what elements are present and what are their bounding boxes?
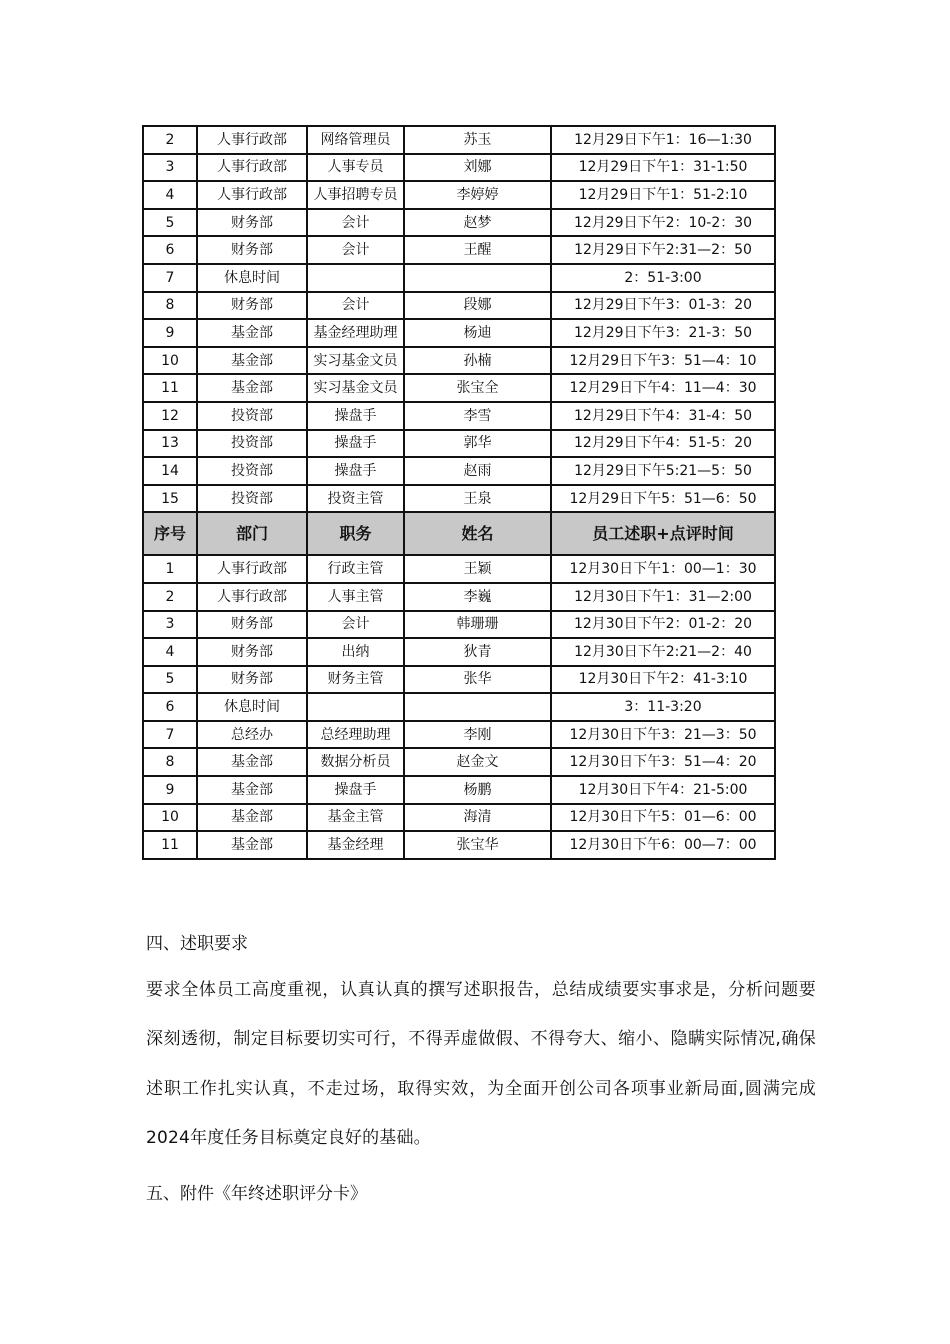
row-number-cell: 5 <box>143 209 197 237</box>
row-number-cell: 14 <box>143 457 197 485</box>
position-cell: 操盘手 <box>307 457 404 485</box>
dept-cell: 休息时间 <box>197 693 307 721</box>
table-row <box>143 638 775 666</box>
time-cell: 12月29日下午2：10-2：30 <box>551 209 775 237</box>
header-dept: 部门 <box>197 512 307 555</box>
dept-cell: 财务部 <box>197 611 307 639</box>
position-cell: 操盘手 <box>307 402 404 430</box>
row-number-cell: 7 <box>143 721 197 749</box>
row-number-cell: 3 <box>143 611 197 639</box>
table-row <box>143 154 775 182</box>
position-cell <box>307 693 404 721</box>
time-cell: 2：51-3:00 <box>551 264 775 292</box>
time-cell: 12月30日下午4：21-5:00 <box>551 776 775 804</box>
dept-cell: 投资部 <box>197 430 307 458</box>
dept-cell: 财务部 <box>197 209 307 237</box>
row-number-cell: 9 <box>143 319 197 347</box>
name-cell: 段娜 <box>404 292 551 320</box>
dept-cell: 基金部 <box>197 776 307 804</box>
dept-cell: 基金部 <box>197 748 307 776</box>
schedule-day1-rows <box>143 126 775 512</box>
name-cell: 海清 <box>404 804 551 832</box>
row-number-cell: 15 <box>143 485 197 513</box>
row-number-cell: 10 <box>143 347 197 375</box>
time-cell: 12月29日下午5:21—5：50 <box>551 457 775 485</box>
dept-cell: 人事行政部 <box>197 126 307 154</box>
position-cell: 出纳 <box>307 638 404 666</box>
name-cell <box>404 693 551 721</box>
row-number-cell: 1 <box>143 555 197 583</box>
position-cell: 投资主管 <box>307 485 404 513</box>
time-cell: 12月29日下午1：16—1:30 <box>551 126 775 154</box>
table-row <box>143 430 775 458</box>
position-cell: 会计 <box>307 611 404 639</box>
dept-cell: 投资部 <box>197 485 307 513</box>
name-cell: 王泉 <box>404 485 551 513</box>
dept-cell: 基金部 <box>197 804 307 832</box>
table-row <box>143 583 775 611</box>
row-number-cell: 9 <box>143 776 197 804</box>
dept-cell: 财务部 <box>197 638 307 666</box>
time-cell: 12月30日下午1：00—1：30 <box>551 555 775 583</box>
table-row <box>143 319 775 347</box>
position-cell: 人事专员 <box>307 154 404 182</box>
dept-cell: 投资部 <box>197 402 307 430</box>
dept-cell: 休息时间 <box>197 264 307 292</box>
dept-cell: 基金部 <box>197 319 307 347</box>
name-cell: 刘娜 <box>404 154 551 182</box>
review-schedule-table <box>142 125 776 860</box>
table-row <box>143 264 775 292</box>
position-cell: 会计 <box>307 292 404 320</box>
name-cell: 苏玉 <box>404 126 551 154</box>
row-number-cell: 13 <box>143 430 197 458</box>
time-cell: 12月29日下午5：51—6：50 <box>551 485 775 513</box>
position-cell: 操盘手 <box>307 430 404 458</box>
time-cell: 12月30日下午2：41-3:10 <box>551 666 775 694</box>
table-row <box>143 209 775 237</box>
position-cell: 实习基金文员 <box>307 374 404 402</box>
dept-cell: 基金部 <box>197 831 307 859</box>
position-cell: 网络管理员 <box>307 126 404 154</box>
table-row <box>143 831 775 859</box>
time-cell: 12月30日下午2:21—2：40 <box>551 638 775 666</box>
table-row <box>143 292 775 320</box>
row-number-cell: 2 <box>143 126 197 154</box>
row-number-cell: 8 <box>143 748 197 776</box>
dept-cell: 人事行政部 <box>197 154 307 182</box>
name-cell: 韩珊珊 <box>404 611 551 639</box>
name-cell: 王醒 <box>404 236 551 264</box>
section4-body: 要求全体员工高度重视，认真认真的撰写述职报告，总结成绩要实事求是，分析问题要深刻透彻，制定目标要切实可行，不得弄虚做假、不得夸大、缩小、隐瞒实际情况,确保述职工作扎实认真，不走过场，取得实效，为全面开创公司各项事业新局面,圆满完成2024年度任务目标奠定良好的基础。 <box>146 980 816 1149</box>
header-no: 序号 <box>143 512 197 555</box>
dept-cell: 投资部 <box>197 457 307 485</box>
schedule-day2-rows <box>143 555 775 859</box>
dept-cell: 财务部 <box>197 666 307 694</box>
header-position: 职务 <box>307 512 404 555</box>
name-cell: 杨鹏 <box>404 776 551 804</box>
dept-cell: 人事行政部 <box>197 181 307 209</box>
section5-heading: 五、附件《年终述职评分卡》 <box>146 1184 367 1204</box>
time-cell: 12月29日下午1：51-2:10 <box>551 181 775 209</box>
name-cell: 李巍 <box>404 583 551 611</box>
table-row <box>143 126 775 154</box>
row-number-cell: 2 <box>143 583 197 611</box>
name-cell: 赵雨 <box>404 457 551 485</box>
name-cell: 张华 <box>404 666 551 694</box>
section4-heading: 四、述职要求 <box>146 934 248 954</box>
row-number-cell: 4 <box>143 181 197 209</box>
position-cell: 实习基金文员 <box>307 347 404 375</box>
row-number-cell: 10 <box>143 804 197 832</box>
table-row <box>143 485 775 513</box>
name-cell: 孙楠 <box>404 347 551 375</box>
table-row <box>143 693 775 721</box>
time-cell: 12月29日下午4：31-4：50 <box>551 402 775 430</box>
time-cell: 12月29日下午1：31-1:50 <box>551 154 775 182</box>
position-cell: 基金经理助理 <box>307 319 404 347</box>
table-row <box>143 666 775 694</box>
name-cell: 李婷婷 <box>404 181 551 209</box>
name-cell: 赵梦 <box>404 209 551 237</box>
position-cell: 总经理助理 <box>307 721 404 749</box>
table-row <box>143 457 775 485</box>
row-number-cell: 8 <box>143 292 197 320</box>
row-number-cell: 5 <box>143 666 197 694</box>
name-cell: 狄青 <box>404 638 551 666</box>
position-cell: 基金经理 <box>307 831 404 859</box>
header-name: 姓名 <box>404 512 551 555</box>
position-cell: 财务主管 <box>307 666 404 694</box>
position-cell: 数据分析员 <box>307 748 404 776</box>
name-cell: 赵金文 <box>404 748 551 776</box>
row-number-cell: 11 <box>143 831 197 859</box>
time-cell: 12月29日下午3：01-3：20 <box>551 292 775 320</box>
table-row <box>143 776 775 804</box>
name-cell: 张宝全 <box>404 374 551 402</box>
table-row <box>143 748 775 776</box>
position-cell <box>307 264 404 292</box>
time-cell: 12月29日下午4：51-5：20 <box>551 430 775 458</box>
name-cell: 张宝华 <box>404 831 551 859</box>
time-cell: 12月30日下午5：01—6：00 <box>551 804 775 832</box>
header-row <box>143 512 775 555</box>
name-cell: 李刚 <box>404 721 551 749</box>
row-number-cell: 12 <box>143 402 197 430</box>
position-cell: 基金主管 <box>307 804 404 832</box>
row-number-cell: 4 <box>143 638 197 666</box>
time-cell: 12月30日下午2：01-2：20 <box>551 611 775 639</box>
name-cell: 杨迪 <box>404 319 551 347</box>
time-cell: 3：11-3:20 <box>551 693 775 721</box>
position-cell: 会计 <box>307 209 404 237</box>
position-cell: 操盘手 <box>307 776 404 804</box>
position-cell: 会计 <box>307 236 404 264</box>
table-row <box>143 804 775 832</box>
table-row <box>143 181 775 209</box>
name-cell: 王颖 <box>404 555 551 583</box>
schedule-header <box>143 512 775 555</box>
dept-cell: 基金部 <box>197 374 307 402</box>
header-time: 员工述职+点评时间 <box>551 512 775 555</box>
time-cell: 12月29日下午4：11—4：30 <box>551 374 775 402</box>
time-cell: 12月29日下午2:31—2：50 <box>551 236 775 264</box>
name-cell: 郭华 <box>404 430 551 458</box>
table-row <box>143 721 775 749</box>
row-number-cell: 7 <box>143 264 197 292</box>
time-cell: 12月30日下午3：21—3：50 <box>551 721 775 749</box>
dept-cell: 人事行政部 <box>197 583 307 611</box>
position-cell: 人事招聘专员 <box>307 181 404 209</box>
dept-cell: 财务部 <box>197 292 307 320</box>
position-cell: 行政主管 <box>307 555 404 583</box>
position-cell: 人事主管 <box>307 583 404 611</box>
dept-cell: 人事行政部 <box>197 555 307 583</box>
row-number-cell: 6 <box>143 693 197 721</box>
time-cell: 12月30日下午3：51—4：20 <box>551 748 775 776</box>
time-cell: 12月30日下午1：31—2:00 <box>551 583 775 611</box>
time-cell: 12月29日下午3：21-3：50 <box>551 319 775 347</box>
table-row <box>143 347 775 375</box>
table-row <box>143 555 775 583</box>
dept-cell: 基金部 <box>197 347 307 375</box>
time-cell: 12月29日下午3：51—4：10 <box>551 347 775 375</box>
dept-cell: 总经办 <box>197 721 307 749</box>
name-cell <box>404 264 551 292</box>
time-cell: 12月30日下午6：00—7：00 <box>551 831 775 859</box>
name-cell: 李雪 <box>404 402 551 430</box>
row-number-cell: 11 <box>143 374 197 402</box>
dept-cell: 财务部 <box>197 236 307 264</box>
row-number-cell: 6 <box>143 236 197 264</box>
table-row <box>143 611 775 639</box>
table-row <box>143 374 775 402</box>
row-number-cell: 3 <box>143 154 197 182</box>
table-row <box>143 402 775 430</box>
table-row <box>143 236 775 264</box>
